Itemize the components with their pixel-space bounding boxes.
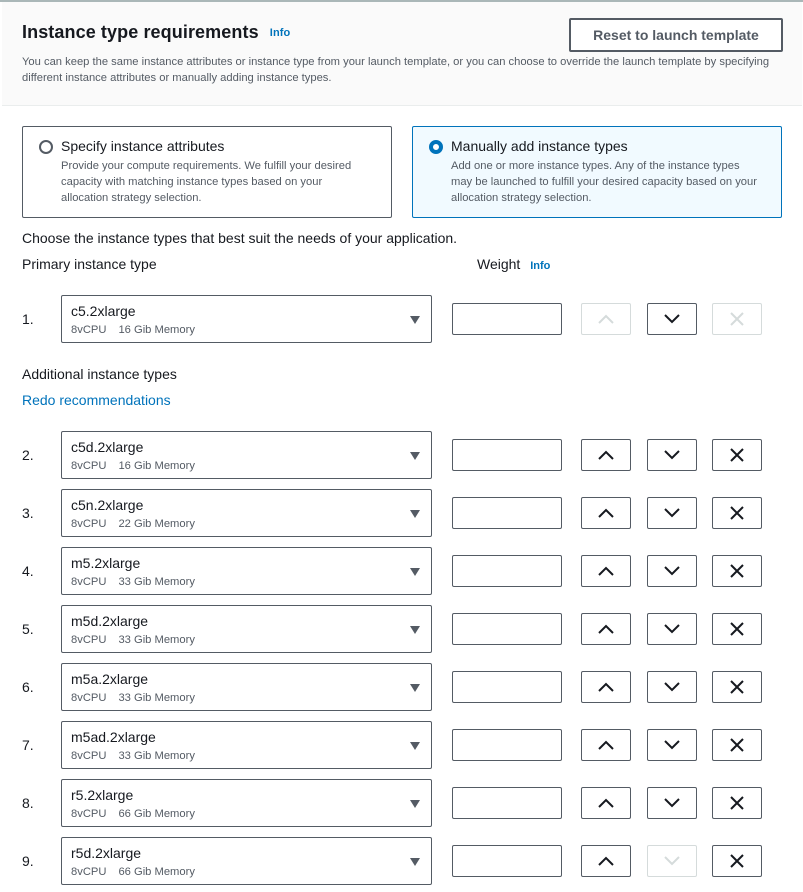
vcpu-count: 8vCPU	[71, 866, 107, 878]
weight-input[interactable]	[452, 671, 562, 703]
chevron-down-icon	[664, 450, 680, 460]
weight-input[interactable]	[452, 845, 562, 877]
move-down-button[interactable]	[647, 555, 697, 587]
move-up-button[interactable]	[581, 613, 631, 645]
instance-type-name: m5a.2xlarge	[71, 671, 149, 687]
instance-type-name: r5d.2xlarge	[71, 845, 142, 861]
section-description: You can keep the same instance attributes or instance type from your launch template, or you can choose to override the launch template by specifying different instance attributes or manually adding instance types.	[22, 56, 770, 84]
vcpu-count: 8vCPU	[71, 692, 107, 704]
row-number: 7.	[22, 737, 34, 753]
instance-type-specs	[71, 808, 195, 820]
option-manually-add[interactable]	[412, 126, 782, 218]
remove-button[interactable]	[712, 845, 762, 877]
chevron-down-icon	[664, 314, 680, 324]
chevron-up-icon	[598, 314, 614, 324]
option-label: Specify instance attributes	[61, 138, 225, 154]
instance-type-specs	[71, 518, 195, 530]
instance-type-name: m5.2xlarge	[71, 555, 141, 571]
weight-input[interactable]	[452, 303, 562, 335]
chevron-down-icon	[664, 798, 680, 808]
instance-type-select[interactable]	[61, 295, 432, 343]
option-description: Add one or more instance types. Any of the instance types may be launched to fulfill your desired capacity based on your allocation strategy selection.	[451, 160, 757, 204]
page-title	[22, 22, 290, 43]
instance-type-select[interactable]	[61, 663, 432, 711]
weight-info-link[interactable]: Info	[530, 260, 551, 272]
weight-label-text: Weight	[477, 256, 521, 272]
weight-input[interactable]	[452, 555, 562, 587]
move-down-button[interactable]	[647, 787, 697, 819]
caret-down-icon	[410, 568, 420, 576]
chevron-down-icon	[664, 740, 680, 750]
move-up-button[interactable]	[581, 439, 631, 471]
row-number: 9.	[22, 853, 34, 869]
option-label: Manually add instance types	[451, 138, 628, 154]
memory-size: 33 Gib Memory	[118, 576, 195, 588]
move-down-button[interactable]	[647, 613, 697, 645]
memory-size: 33 Gib Memory	[118, 750, 195, 762]
chevron-down-icon	[664, 624, 680, 634]
caret-down-icon	[410, 452, 420, 460]
instance-type-name: c5d.2xlarge	[71, 439, 144, 455]
chevron-down-icon	[664, 682, 680, 692]
remove-button[interactable]	[712, 787, 762, 819]
move-up-button[interactable]	[581, 729, 631, 761]
weight-input[interactable]	[452, 613, 562, 645]
caret-down-icon	[410, 684, 420, 692]
radio-specify-attributes[interactable]	[39, 140, 53, 154]
instance-type-select[interactable]	[61, 547, 432, 595]
instance-type-specs	[71, 460, 195, 472]
row-number: 1.	[22, 311, 34, 327]
row-number: 6.	[22, 679, 34, 695]
move-down-button[interactable]	[647, 497, 697, 529]
weight-input[interactable]	[452, 497, 562, 529]
vcpu-count: 8vCPU	[71, 324, 107, 336]
remove-button[interactable]	[712, 555, 762, 587]
caret-down-icon	[410, 626, 420, 634]
weight-input[interactable]	[452, 787, 562, 819]
caret-down-icon	[410, 510, 420, 518]
move-down-button[interactable]	[647, 671, 697, 703]
move-down-button[interactable]	[647, 729, 697, 761]
instance-row	[0, 489, 803, 537]
remove-button[interactable]	[712, 671, 762, 703]
chevron-up-icon	[598, 508, 614, 518]
instance-row	[0, 837, 803, 885]
instance-type-name: c5n.2xlarge	[71, 497, 144, 513]
instance-type-specs	[71, 634, 195, 646]
row-number: 5.	[22, 621, 34, 637]
instance-row	[0, 663, 803, 711]
close-icon	[730, 448, 744, 462]
vcpu-count: 8vCPU	[71, 576, 107, 588]
instance-type-name: r5.2xlarge	[71, 787, 134, 803]
instance-row	[0, 431, 803, 479]
vcpu-count: 8vCPU	[71, 460, 107, 472]
instance-type-select[interactable]	[61, 837, 432, 885]
close-icon	[730, 680, 744, 694]
instance-row	[0, 605, 803, 653]
move-up-button[interactable]	[581, 555, 631, 587]
instance-type-name: m5d.2xlarge	[71, 613, 149, 629]
reset-to-launch-template-button[interactable]: Reset to launch template	[569, 18, 783, 52]
chevron-up-icon	[598, 856, 614, 866]
instance-type-specs	[71, 324, 195, 336]
instance-type-specs	[71, 866, 195, 878]
move-down-button[interactable]	[647, 439, 697, 471]
option-description: Provide your compute requirements. We fulfill your desired capacity with matching instance types based on your allocation strategy selection.	[61, 160, 352, 204]
instance-type-specs	[71, 576, 195, 588]
option-specify-attributes[interactable]	[22, 126, 392, 218]
vcpu-count: 8vCPU	[71, 808, 107, 820]
weight-input[interactable]	[452, 439, 562, 471]
memory-size: 66 Gib Memory	[118, 808, 195, 820]
close-icon	[730, 738, 744, 752]
chevron-up-icon	[598, 740, 614, 750]
move-up-button[interactable]	[581, 845, 631, 877]
memory-size: 33 Gib Memory	[118, 692, 195, 704]
title-info-link[interactable]: Info	[269, 27, 291, 39]
move-up-button[interactable]	[581, 671, 631, 703]
caret-down-icon	[410, 858, 420, 866]
caret-down-icon	[410, 742, 420, 750]
move-up-button[interactable]	[581, 303, 631, 335]
chevron-up-icon	[598, 624, 614, 634]
row-number: 3.	[22, 505, 34, 521]
close-icon	[730, 564, 744, 578]
instance-type-select[interactable]	[61, 431, 432, 479]
instructions-text: Choose the instance types that best suit the needs of your application.	[22, 230, 458, 246]
instance-row	[0, 721, 803, 769]
move-down-button[interactable]	[647, 303, 697, 335]
instance-type-name: c5.2xlarge	[71, 303, 136, 319]
chevron-up-icon	[598, 450, 614, 460]
memory-size: 16 Gib Memory	[118, 460, 195, 472]
remove-button[interactable]	[712, 613, 762, 645]
chevron-up-icon	[598, 566, 614, 576]
vcpu-count: 8vCPU	[71, 634, 107, 646]
caret-down-icon	[410, 800, 420, 808]
chevron-up-icon	[598, 798, 614, 808]
weight-input[interactable]	[452, 729, 562, 761]
close-icon	[730, 506, 744, 520]
chevron-down-icon	[664, 856, 680, 866]
close-icon	[730, 622, 744, 636]
remove-button[interactable]	[712, 729, 762, 761]
memory-size: 33 Gib Memory	[118, 634, 195, 646]
weight-column-label	[477, 256, 550, 272]
radio-manually-add[interactable]	[429, 140, 443, 154]
close-icon	[730, 312, 744, 326]
primary-instance-label: Primary instance type	[22, 256, 157, 272]
move-down-button[interactable]	[647, 845, 697, 877]
section-header	[2, 2, 802, 106]
row-number: 2.	[22, 447, 34, 463]
row-number: 4.	[22, 563, 34, 579]
instance-type-select[interactable]	[61, 605, 432, 653]
chevron-down-icon	[664, 508, 680, 518]
memory-size: 16 Gib Memory	[118, 324, 195, 336]
memory-size: 66 Gib Memory	[118, 866, 195, 878]
move-up-button[interactable]	[581, 787, 631, 819]
instance-type-select[interactable]	[61, 721, 432, 769]
move-up-button[interactable]	[581, 497, 631, 529]
chevron-up-icon	[598, 682, 614, 692]
instance-type-select[interactable]	[61, 779, 432, 827]
instance-type-specs	[71, 750, 195, 762]
remove-button[interactable]	[712, 303, 762, 335]
remove-button[interactable]	[712, 439, 762, 471]
instance-row	[0, 779, 803, 827]
close-icon	[730, 796, 744, 810]
vcpu-count: 8vCPU	[71, 750, 107, 762]
memory-size: 22 Gib Memory	[118, 518, 195, 530]
instance-type-name: m5ad.2xlarge	[71, 729, 156, 745]
close-icon	[730, 854, 744, 868]
chevron-down-icon	[664, 566, 680, 576]
instance-row	[0, 295, 803, 343]
remove-button[interactable]	[712, 497, 762, 529]
row-number: 8.	[22, 795, 34, 811]
instance-row	[0, 547, 803, 595]
additional-instance-label: Additional instance types	[22, 366, 177, 382]
caret-down-icon	[410, 316, 420, 324]
title-text: Instance type requirements	[22, 22, 259, 42]
vcpu-count: 8vCPU	[71, 518, 107, 530]
redo-recommendations-link[interactable]: Redo recommendations	[22, 392, 171, 408]
instance-type-select[interactable]	[61, 489, 432, 537]
instance-type-specs	[71, 692, 195, 704]
